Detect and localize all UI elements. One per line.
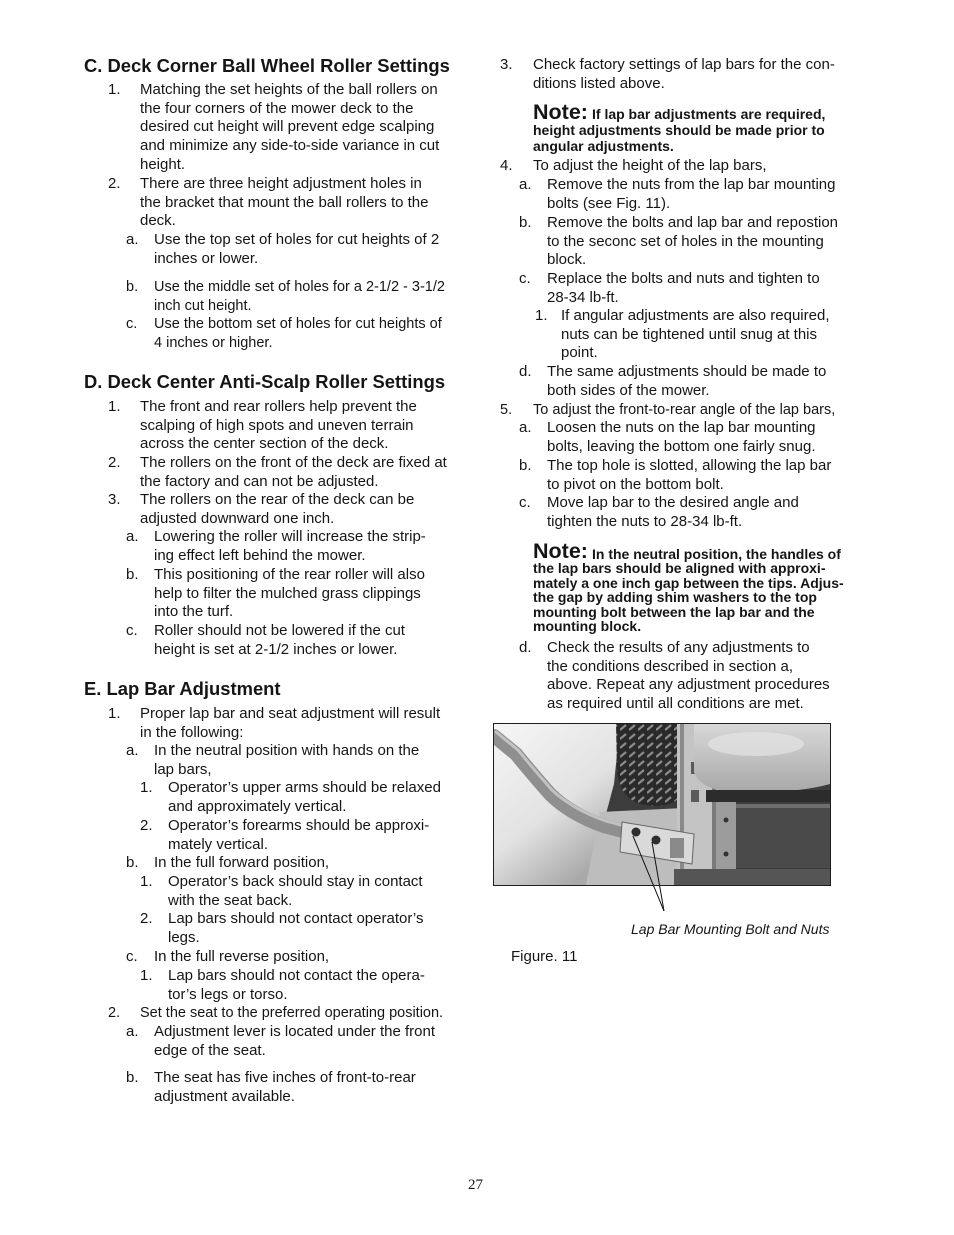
item-letter: a. <box>126 1023 139 1040</box>
callout-leader-lines <box>600 820 680 920</box>
seat-highlight <box>708 732 804 756</box>
item-text: Check factory settings of lap bars for the con- ditions listed above. <box>533 56 835 92</box>
item-text: Use the bottom set of holes for cut heights of 4 inches or higher. <box>154 316 442 351</box>
item-number: 1. <box>140 873 153 890</box>
item-letter: a. <box>126 528 139 545</box>
item-letter: a. <box>519 419 532 436</box>
note-text: If lap bar adjustments are required, height adjustments should be made prior to angular adjustments. <box>533 106 826 154</box>
item-number: 2. <box>140 817 153 834</box>
plate-rivet <box>724 818 729 823</box>
item-number: 2. <box>108 175 121 192</box>
item-text: The top hole is slotted, allowing the lap bar to pivot on the bottom bolt. <box>547 457 832 493</box>
item-number: 3. <box>500 56 513 73</box>
item-letter: b. <box>519 214 532 231</box>
page-number: 27 <box>468 1177 483 1193</box>
item-number: 3. <box>108 491 121 508</box>
item-number: 1. <box>140 967 153 984</box>
plate-rivet <box>724 852 729 857</box>
item-letter: c. <box>519 494 531 511</box>
item-text: The rollers on the front of the deck are fixed at the factory and can not be adjusted. <box>140 454 447 490</box>
item-text: Proper lap bar and seat adjustment will result in the following: <box>140 705 441 741</box>
item-letter: b. <box>126 566 139 583</box>
item-letter: b. <box>126 279 139 295</box>
item-number: 2. <box>108 454 121 471</box>
leader-line-bolt <box>633 836 664 911</box>
item-text: The same adjustments should be made to both sides of the mower. <box>547 363 827 399</box>
leader-line-nuts <box>652 842 664 911</box>
item-text: Check the results of any adjustments to the conditions described in section a, above. Repeat any adjustment procedures as required until all conditions are met. <box>547 639 830 713</box>
item-text: In the neutral position with hands on the lap bars, <box>154 742 420 778</box>
frame-bottom <box>674 869 830 885</box>
item-letter: c. <box>126 948 138 965</box>
item-text: The rollers on the rear of the deck can be adjusted downward one inch. <box>140 491 415 527</box>
item-text: To adjust the front-to-rear angle of the lap bars, <box>533 402 836 418</box>
item-number: 1. <box>108 705 121 722</box>
item-text: In the full forward position, <box>154 854 330 871</box>
figure-label: Figure. 11 <box>511 948 578 965</box>
item-text: Remove the bolts and lap bar and repostion to the seconc set of holes in the mounting block. <box>547 214 839 269</box>
note-label: Note: <box>533 100 588 124</box>
item-text: This positioning of the rear roller will also help to filter the mulched grass clippings into the turf. <box>154 566 425 621</box>
item-text: Roller should not be lowered if the cut height is set at 2-1/2 inches or lower. <box>154 622 405 658</box>
section-heading-c: C. Deck Corner Ball Wheel Roller Settings <box>84 55 450 76</box>
item-number: 1. <box>140 779 153 796</box>
deck-box <box>722 804 830 868</box>
figure-caption: Lap Bar Mounting Bolt and Nuts <box>631 921 830 937</box>
note-text: In the neutral position, the handles of the lap bars should be aligned with approxi- mately a one inch gap between the tips. Adjus- the gap by adding shim washers to the top mounting bolt between the lap bar and the mounting block. <box>533 545 844 635</box>
item-text: Replace the bolts and nuts and tighten to 28-34 lb-ft. <box>547 270 820 306</box>
item-letter: c. <box>126 622 138 639</box>
seat-shadow <box>706 790 830 802</box>
item-text: Remove the nuts from the lap bar mounting bolts (see Fig. 11). <box>547 176 836 212</box>
item-text: Lowering the roller will increase the strip- ing effect left behind the mower. <box>154 528 426 564</box>
deck-box-edge <box>722 804 830 808</box>
item-letter: c. <box>126 316 138 332</box>
item-text: Move lap bar to the desired angle and tighten the nuts to 28-34 lb-ft. <box>547 494 799 530</box>
section-heading-e: E. Lap Bar Adjustment <box>84 678 281 699</box>
item-text: Operator’s forearms should be approxi- mately vertical. <box>168 817 430 853</box>
item-text: Use the middle set of holes for a 2-1/2 - 3-1/2 inch cut height. <box>154 279 445 314</box>
item-letter: b. <box>126 854 139 871</box>
item-number: 1. <box>108 398 121 415</box>
item-letter: b. <box>126 1069 139 1086</box>
item-letter: a. <box>126 231 139 248</box>
item-number: 2. <box>140 910 153 927</box>
item-letter: d. <box>519 363 532 380</box>
item-letter: c. <box>519 270 531 287</box>
item-text: Operator’s back should stay in contact with the seat back. <box>168 873 423 909</box>
item-text: Adjustment lever is located under the front edge of the seat. <box>154 1023 435 1059</box>
item-text: Use the top set of holes for cut heights of 2 inches or lower. <box>154 231 440 267</box>
item-text: Lap bars should not contact operator’s legs. <box>168 910 424 946</box>
section-heading-d: D. Deck Center Anti-Scalp Roller Settings <box>84 371 446 392</box>
item-number: 5. <box>500 402 513 418</box>
item-letter: b. <box>519 457 532 474</box>
item-text: Lap bars should not contact the opera- tor’s legs or torso. <box>168 967 425 1003</box>
frame-hole <box>691 790 699 802</box>
item-text: There are three height adjustment holes in the bracket that mount the ball rollers to the deck. <box>140 175 429 230</box>
item-text: Loosen the nuts on the lap bar mounting bolts, leaving the bottom one fairly snug. <box>547 419 816 455</box>
item-letter: a. <box>519 176 532 193</box>
item-text: The front and rear rollers help prevent the scalping of high spots and uneven terrain across the center section of the deck. <box>140 398 417 453</box>
item-text: Matching the set heights of the ball rollers on the four corners of the mower deck to the desired cut height will prevent edge scalping and minimize any side-to-side variance in cut height. <box>140 81 440 173</box>
note-label: Note: <box>533 539 588 563</box>
deck-plate <box>716 802 736 872</box>
item-number: 1. <box>108 81 121 98</box>
item-text: In the full reverse position, <box>154 948 330 965</box>
item-text: If angular adjustments are also required, nuts can be tightened until snug at this point. <box>561 307 830 362</box>
item-letter: d. <box>519 639 532 656</box>
item-text: To adjust the height of the lap bars, <box>533 157 767 174</box>
item-number: 1. <box>535 307 548 324</box>
item-letter: a. <box>126 742 139 759</box>
item-number: 2. <box>108 1005 121 1021</box>
item-text: Set the seat to the preferred operating position. <box>140 1005 444 1021</box>
item-number: 4. <box>500 157 513 174</box>
item-text: The seat has five inches of front-to-rear adjustment available. <box>154 1069 416 1105</box>
item-text: Operator’s upper arms should be relaxed and approximately vertical. <box>168 779 441 815</box>
